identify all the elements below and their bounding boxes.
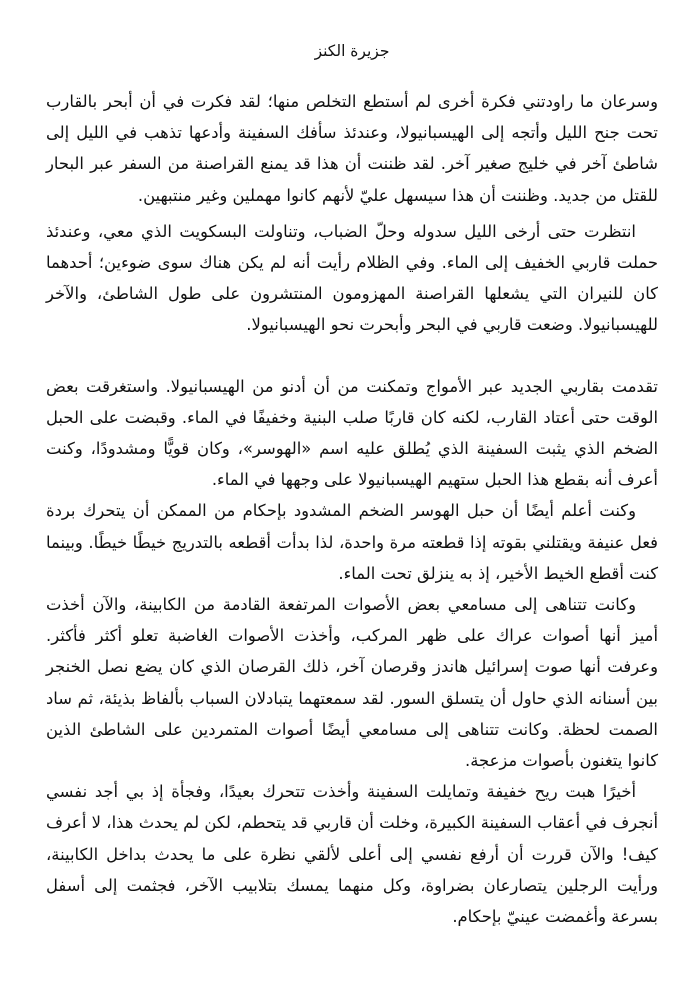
paragraph-3: تقدمت بقاربي الجديد عبر الأمواج وتمكنت من أن أدنو من الهيسبانيولا. واستغرقت بعض الوقت حتى أعتاد القارب، لكنه كان قاربًا صلب البنية وخفيفًا في الماء. وقبضت على الحبل الضخم الذي يثبت السفينة الذي يُطلق عليه اسم «الهوسر»، وكان قويًّا ومشدودًا، وكنت أعرف أنه بقطع هذا الحبل ستهيم الهيسبانيولا على وجهها في الماء.: [46, 376, 658, 490]
paragraph-6: أخيرًا هبت ريح خفيفة وتمايلت السفينة وأخذت تتحرك بعيدًا، وفجأة إذ بي أجد نفسي أنجرف في أعقاب السفينة الكبيرة، وخلت أن قاربي قد يتحطم، لكن لم يحدث هذا، لا أعرف كيف! والآن قررت أن أرفع نفسي إلى أعلى لألقي نظرة على ما يحدث بداخل الكابينة، ورأيت الرجلين يتصارعان بضراوة، وكل منهما يمسك بتلابيب الآخر، فجثمت إلى أسفل بسرعة وأغمضت عينيّ بإحكام.: [46, 782, 658, 927]
paragraph-2: انتظرت حتى أرخى الليل سدوله وحلّ الضباب، وتناولت البسكويت الذي معي، وعندئذ حملت قاربي الخفيف إلى الماء. وفي الظلام رأيت أنه لم يكن هناك سوى ضوءين؛ أحدهما كان للنيران التي يشعلها القراصنة المهزومون المنتشرون على طول الشاطئ، والآخر للهيسبانيولا. وضعت قاربي في البحر وأبحرت نحو الهيسبانيولا.: [46, 221, 658, 335]
paragraph-1: وسرعان ما راودتني فكرة أخرى لم أستطع التخلص منها؛ لقد فكرت في أن أبحر بالقارب تحت جنح الليل وأتجه إلى الهيسبانيولا، وعندئذ سأفك السفينة وأدعها تذهب في الليل إلى شاطئ آخر في خليج صغير آخر. لقد ظننت أن هذا قد يمنع القراصنة من السفر عبر البحار للقتل من جديد. وظننت أن هذا سيسهل عليّ لأنهم كانوا مهملين وغير منتبهين.: [46, 92, 658, 205]
paragraph-5: وكانت تتناهى إلى مسامعي بعض الأصوات المرتفعة القادمة من الكابينة، والآن أخذت أميز أنها أصوات عراك على ظهر المركب، وأخذت الأصوات الغاضبة تعلو أكثر فأكثر. وعرفت أنها صوت إسرائيل هاندز وقرصان آخر، ذلك القرصان الذي كان يضع نصل الخنجر بين أسنانه الذي حاول أن يتسلق السور. لقد سمعتهما يتبادلان السباب بألفاظ بذيئة، ثم ساد الصمت لحظة. وكانت تتناهى إلى مسامعي أيضًا أصوات المتمردين على الشاطئ الذين كانوا يتغنون بأصوات مزعجة.: [46, 595, 658, 771]
running-header-title: جزيرة الكنز: [314, 42, 390, 60]
paragraph-4: وكنت أعلم أيضًا أن حبل الهوسر الضخم المشدود بإحكام من الممكن أن يتحرك بردة فعل عنيفة ويقتلني بقوته إذا قطعته مرة واحدة، لذا بدأت أقطعه بالتدريج خيطًا خيطًا. وبينما كنت أقطع الخيط الأخير، إذ به ينزلق تحت الماء.: [46, 501, 658, 583]
